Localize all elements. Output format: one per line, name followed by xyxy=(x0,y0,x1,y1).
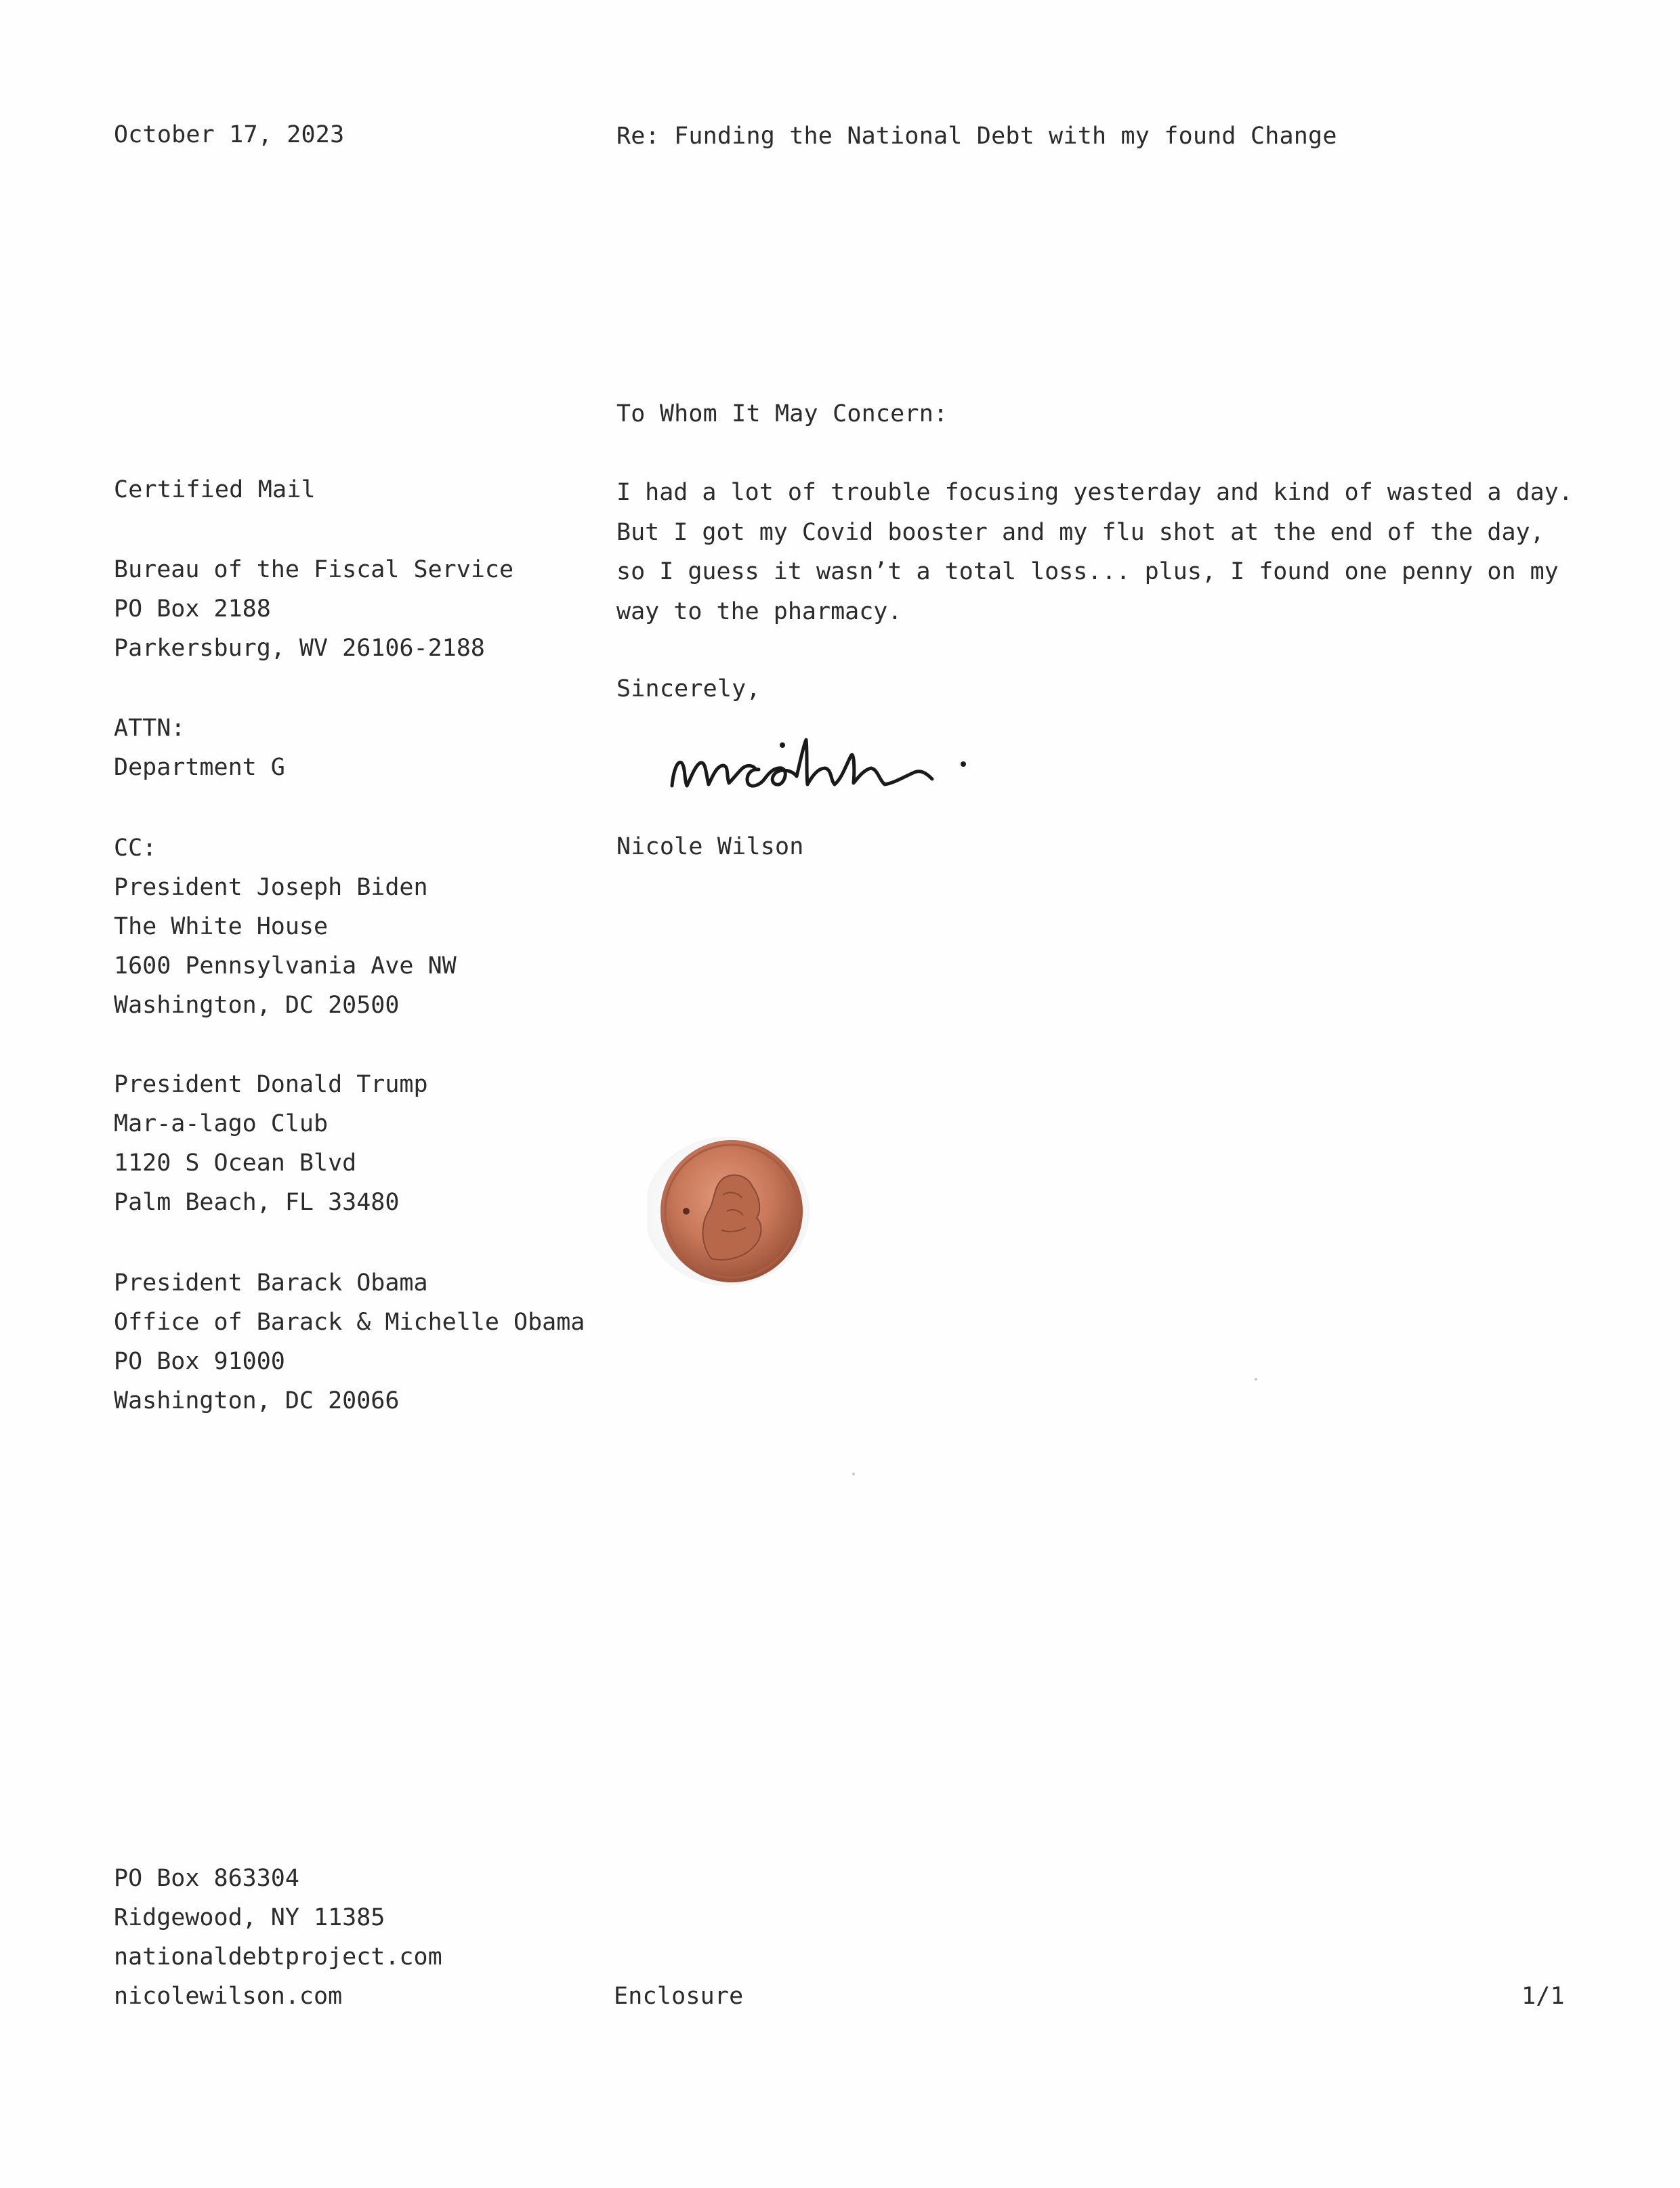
certified-mail-label: Certified Mail xyxy=(114,476,316,503)
footer-line: Ridgewood, NY 11385 xyxy=(114,1904,385,1931)
cc-block-trump xyxy=(114,1065,428,1222)
cc-line: Palm Beach, FL 33480 xyxy=(114,1189,400,1216)
scan-speck xyxy=(1255,1378,1257,1381)
signer-name: Nicole Wilson xyxy=(616,833,804,860)
recipient-line: Parkersburg, WV 26106-2188 xyxy=(114,635,485,662)
body-line: But I got my Covid booster and my flu shot at the end of the day, xyxy=(616,518,1545,546)
cc-line: Washington, DC 20066 xyxy=(114,1387,400,1414)
cc-line: 1600 Pennsylvania Ave NW xyxy=(114,952,457,980)
cc-line: Office of Barack & Michelle Obama xyxy=(114,1309,585,1336)
cc-label: CC: xyxy=(114,835,157,862)
body-line: way to the pharmacy. xyxy=(616,597,902,625)
penny-image xyxy=(647,1130,816,1299)
footer-line: PO Box 863304 xyxy=(114,1865,299,1892)
cc-line: Washington, DC 20500 xyxy=(114,992,400,1019)
scan-speck xyxy=(852,1473,855,1475)
recipient-line: Bureau of the Fiscal Service xyxy=(114,556,514,583)
cc-line: 1120 S Ocean Blvd xyxy=(114,1150,357,1177)
body-line: so I guess it wasn’t a total loss... plus, I found one penny on my xyxy=(616,558,1559,585)
cc-line: President Joseph Biden xyxy=(114,874,428,901)
cc-line: President Donald Trump xyxy=(114,1071,428,1098)
cc-line: President Barack Obama xyxy=(114,1269,428,1297)
cc-line: Mar-a-lago Club xyxy=(114,1110,329,1137)
closing: Sincerely, xyxy=(616,675,761,702)
cc-line: PO Box 91000 xyxy=(114,1348,285,1375)
attention-block xyxy=(114,709,285,787)
cc-block-obama xyxy=(114,1263,585,1421)
body-paragraph xyxy=(616,473,1573,631)
letter-subject: Re: Funding the National Debt with my found Change xyxy=(616,123,1337,150)
recipient-address xyxy=(114,550,513,668)
attn-label: ATTN: xyxy=(114,715,186,742)
page-number: 1/1 xyxy=(1521,1983,1565,2010)
recipient-line: PO Box 2188 xyxy=(114,595,271,623)
footer-address xyxy=(114,1859,442,2016)
enclosure-label: Enclosure xyxy=(614,1983,744,2010)
footer-line: nationaldebtproject.com xyxy=(114,1943,442,1971)
cc-line: The White House xyxy=(114,913,329,940)
body-line: I had a lot of trouble focusing yesterday and kind of wasted a day. xyxy=(616,479,1573,506)
footer-line: nicolewilson.com xyxy=(114,1983,343,2010)
cc-block-biden xyxy=(114,828,457,1025)
letter-date: October 17, 2023 xyxy=(114,121,345,148)
signature-image xyxy=(664,718,975,806)
attn-value: Department G xyxy=(114,754,285,781)
salutation: To Whom It May Concern: xyxy=(616,400,948,427)
